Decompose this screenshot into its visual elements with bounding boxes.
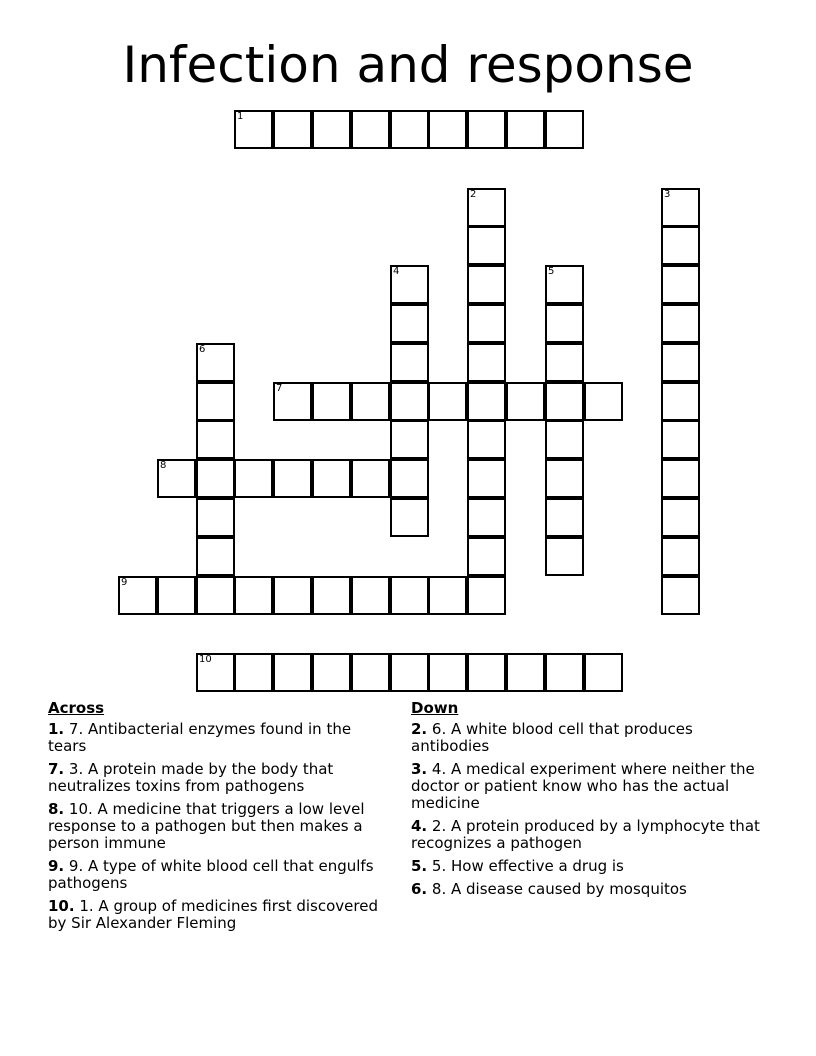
grid-cell[interactable] [467,576,506,615]
grid-cell[interactable] [312,459,351,498]
clue-number: 4 [393,266,400,277]
clue-item: 10. 1. A group of medicines first discovered by Sir Alexander Fleming [48,897,378,932]
across-heading: Across [48,699,105,717]
clue-item: 8. 10. A medicine that triggers a low level response to a pathogen but then makes a person immune [48,800,365,852]
down-clues [411,700,771,904]
grid-cell[interactable] [351,459,390,498]
grid-cell[interactable] [312,110,351,149]
grid-cell[interactable] [467,537,506,576]
grid-cell[interactable] [661,304,700,343]
clue-item: 3. 4. A medical experiment where neither the doctor or patient know who has the actual medicine [411,760,755,812]
clue-item: 2. 6. A white blood cell that produces antibodies [411,720,693,755]
grid-cell[interactable] [584,382,623,421]
grid-cell[interactable] [428,653,467,692]
grid-cell[interactable] [234,576,273,615]
clue-item: 9. 9. A type of white blood cell that engulfs pathogens [48,857,374,892]
grid-cell[interactable] [351,110,390,149]
grid-cell[interactable] [390,459,429,498]
grid-cell[interactable] [196,576,235,615]
grid-cell[interactable] [467,226,506,265]
grid-cell[interactable] [545,653,584,692]
clue-item: 6. 8. A disease caused by mosquitos [411,880,687,898]
grid-cell[interactable] [390,420,429,459]
grid-cell[interactable] [428,576,467,615]
grid-cell[interactable] [661,459,700,498]
grid-cell[interactable] [273,382,312,421]
clue-item: 4. 2. A protein produced by a lymphocyte that recognizes a pathogen [411,817,760,852]
clue-item: 5. 5. How effective a drug is [411,857,624,875]
grid-cell[interactable] [312,576,351,615]
grid-cell[interactable] [545,343,584,382]
grid-cell[interactable] [273,110,312,149]
grid-cell[interactable] [196,382,235,421]
grid-cell[interactable] [506,382,545,421]
grid-cell[interactable] [661,576,700,615]
clue-number: 9 [121,577,128,588]
grid-cell[interactable] [390,382,429,421]
grid-cell[interactable] [157,576,196,615]
clue-number: 6 [199,344,206,355]
grid-cell[interactable] [545,110,584,149]
grid-cell[interactable] [390,304,429,343]
grid-cell[interactable] [273,653,312,692]
grid-cell[interactable] [390,576,429,615]
grid-cell[interactable] [428,382,467,421]
grid-cell[interactable] [118,576,157,615]
grid-cell[interactable] [467,188,506,227]
grid-cell[interactable] [234,459,273,498]
grid-cell[interactable] [545,420,584,459]
grid-cell[interactable] [234,110,273,149]
grid-cell[interactable] [545,304,584,343]
grid-cell[interactable] [157,459,196,498]
clue-number: 1 [237,111,244,122]
clue-item: 1. 7. Antibacterial enzymes found in the tears [48,720,352,755]
clue-item: 7. 3. A protein made by the body that neutralizes toxins from pathogens [48,760,334,795]
grid-cell[interactable] [467,343,506,382]
grid-cell[interactable] [661,226,700,265]
grid-cell[interactable] [351,382,390,421]
page-title: Infection and response [122,36,694,94]
clue-number: 5 [548,266,555,277]
grid-cell[interactable] [545,537,584,576]
grid-cell[interactable] [196,459,235,498]
across-clues [48,700,388,938]
grid-cell[interactable] [351,576,390,615]
clue-number: 10 [199,654,212,665]
clue-number: 3 [664,189,671,200]
grid-cell[interactable] [196,498,235,537]
grid-cell[interactable] [312,382,351,421]
grid-cell[interactable] [506,653,545,692]
grid-cell[interactable] [467,304,506,343]
grid-cell[interactable] [584,653,623,692]
grid-cell[interactable] [661,188,700,227]
grid-cell[interactable] [390,265,429,304]
grid-cell[interactable] [467,459,506,498]
grid-cell[interactable] [196,653,235,692]
grid-cell[interactable] [196,420,235,459]
grid-cell[interactable] [273,459,312,498]
grid-cell[interactable] [196,343,235,382]
grid-cell[interactable] [467,498,506,537]
grid-cell[interactable] [661,537,700,576]
grid-cell[interactable] [661,382,700,421]
grid-cell[interactable] [390,653,429,692]
grid-cell[interactable] [390,343,429,382]
grid-cell[interactable] [661,420,700,459]
grid-cell[interactable] [545,382,584,421]
grid-cell[interactable] [467,382,506,421]
grid-cell[interactable] [506,110,545,149]
clue-number: 7 [276,383,283,394]
grid-cell[interactable] [196,537,235,576]
grid-cell[interactable] [234,653,273,692]
grid-cell[interactable] [428,110,467,149]
grid-cell[interactable] [390,110,429,149]
grid-cell[interactable] [273,576,312,615]
grid-cell[interactable] [351,653,390,692]
grid-cell[interactable] [661,265,700,304]
grid-cell[interactable] [661,343,700,382]
grid-cell[interactable] [545,498,584,537]
grid-cell[interactable] [661,498,700,537]
grid-cell[interactable] [467,653,506,692]
grid-cell[interactable] [545,459,584,498]
clue-number: 2 [470,189,477,200]
grid-cell[interactable] [312,653,351,692]
grid-cell[interactable] [467,110,506,149]
grid-cell[interactable] [467,265,506,304]
grid-cell[interactable] [545,265,584,304]
grid-cell[interactable] [467,420,506,459]
grid-cell[interactable] [390,498,429,537]
clue-number: 8 [160,460,167,471]
down-heading: Down [411,699,459,717]
